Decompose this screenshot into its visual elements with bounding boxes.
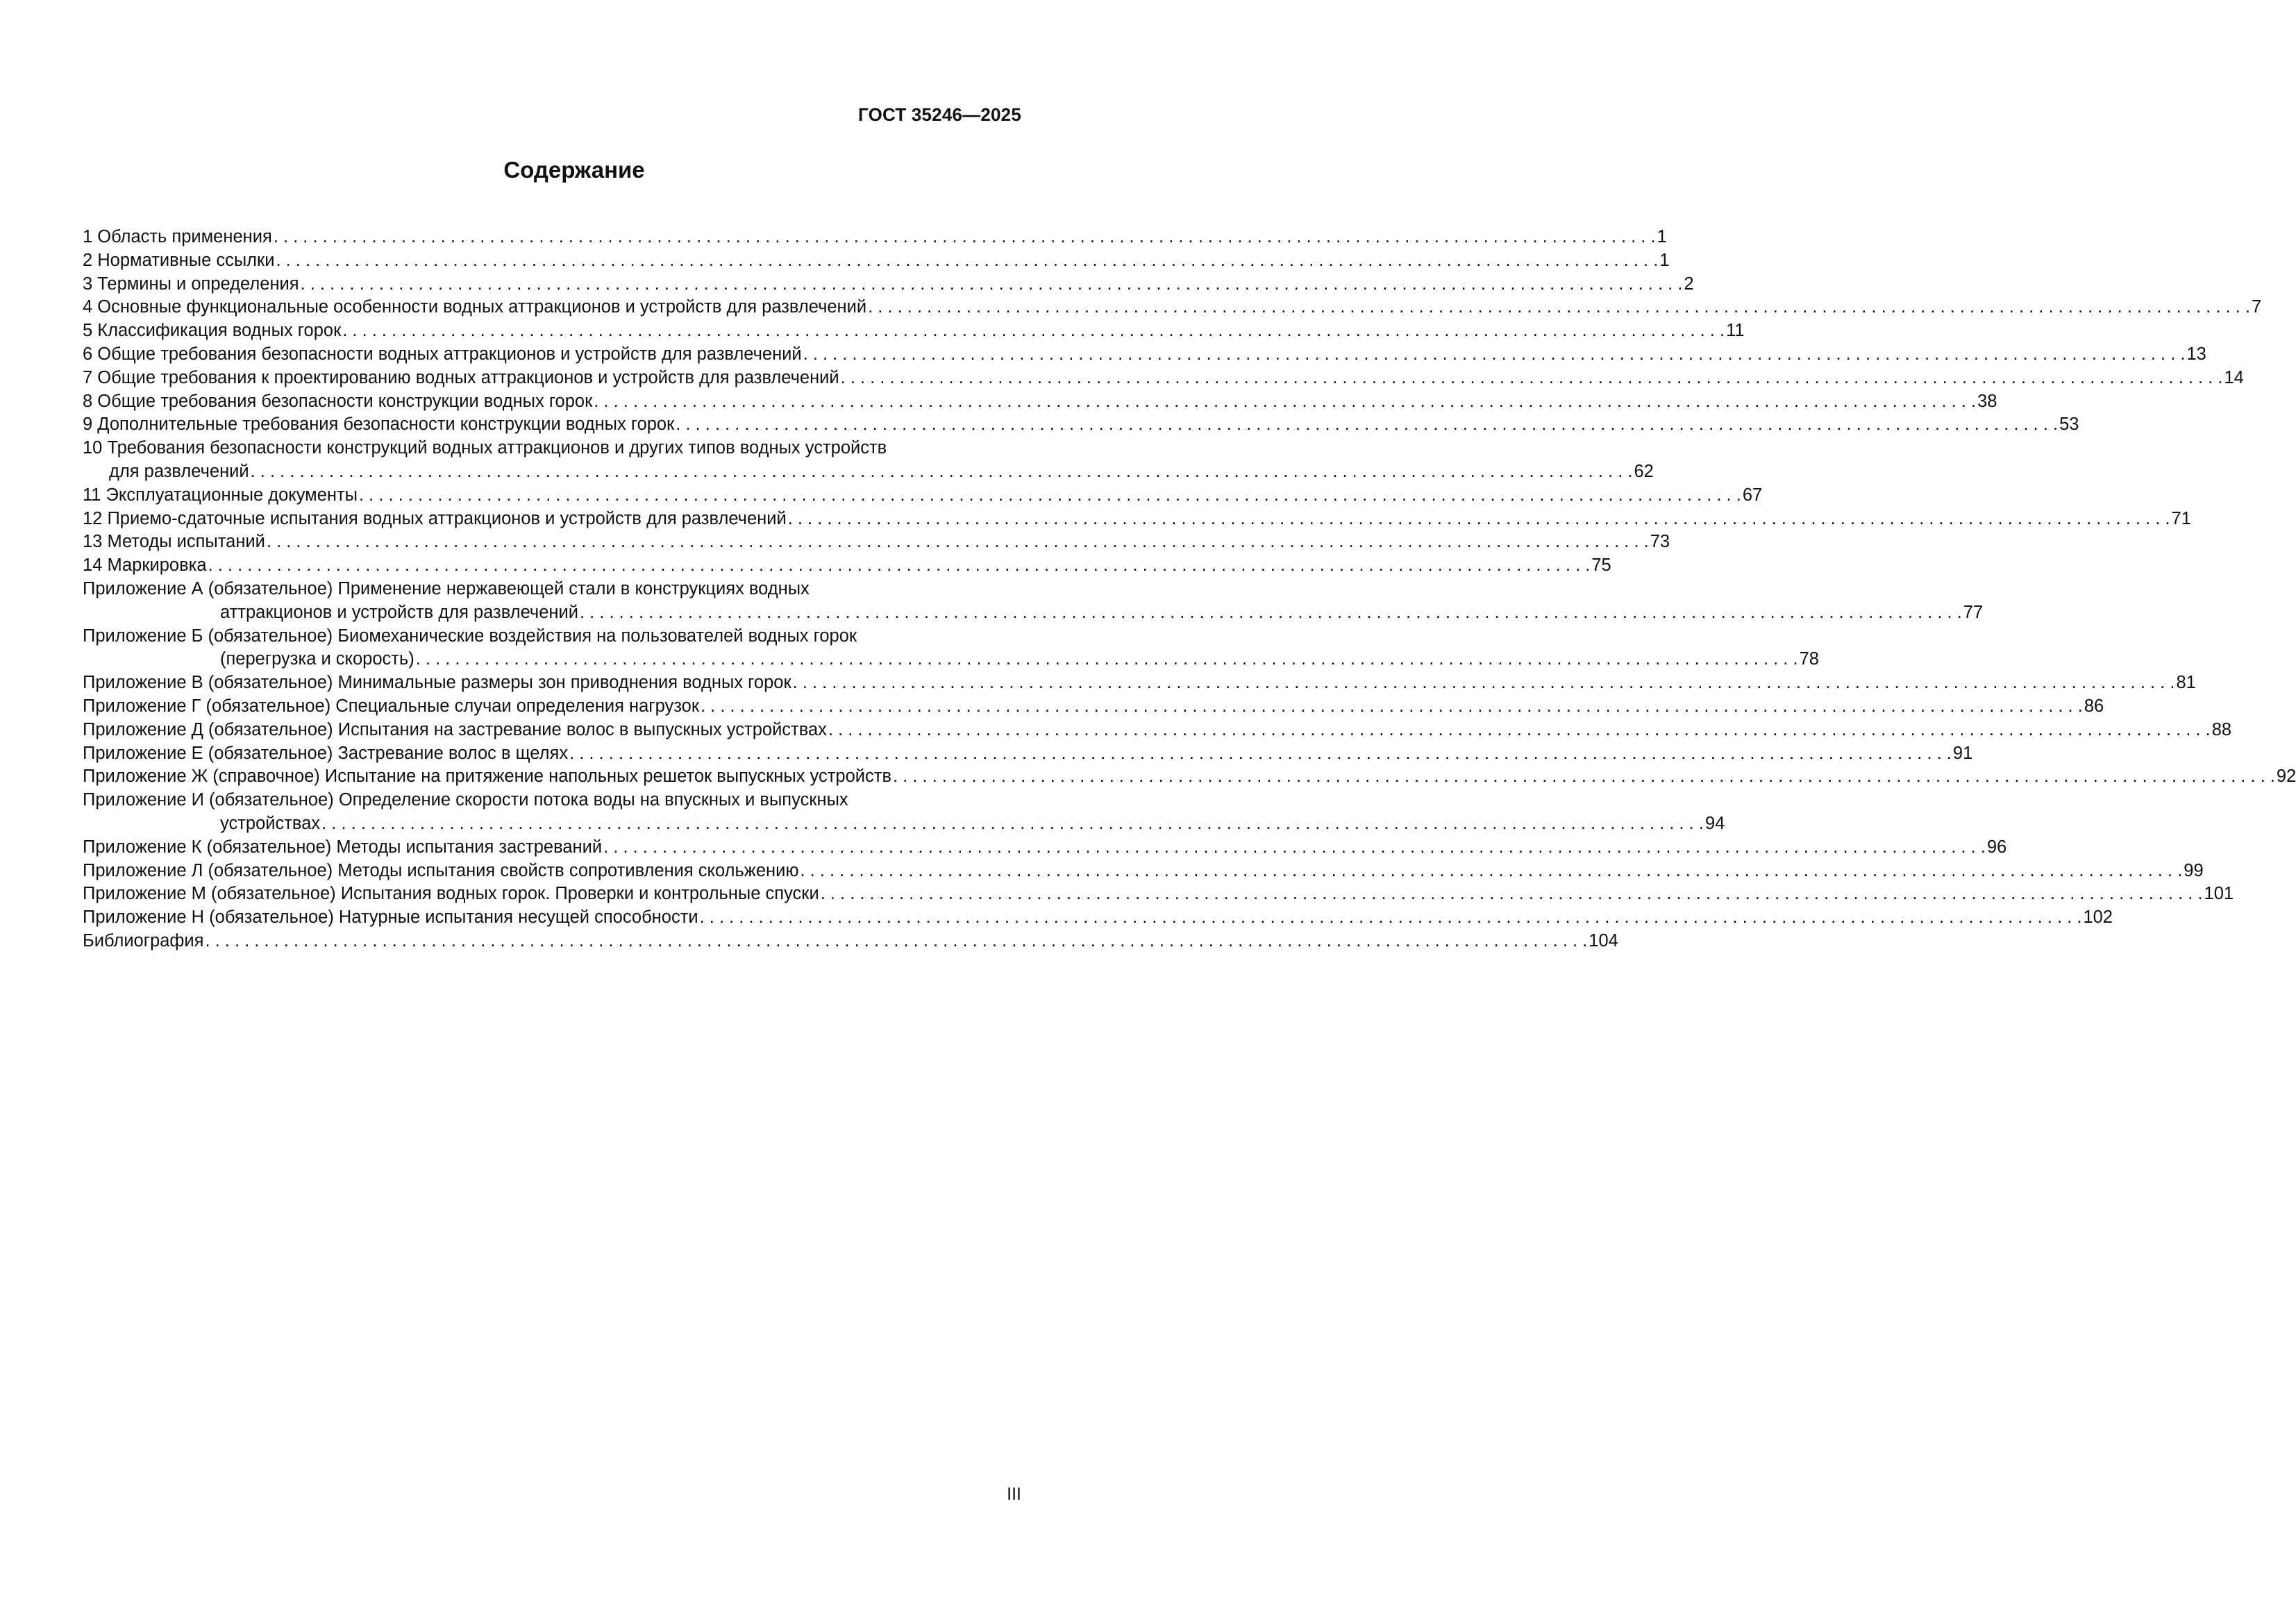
toc-entry[interactable] [83, 413, 2079, 437]
toc-entry[interactable] [83, 789, 1725, 836]
toc-entry[interactable] [83, 578, 1984, 625]
toc-page-number: 101 [2204, 884, 2234, 904]
page-title: Содержание [503, 157, 645, 183]
toc-entry-text: Приложение Г (обязательное) Специальные случаи определения нагрузок [83, 696, 699, 716]
toc-page-number: 1 [1659, 250, 1670, 270]
toc-page-number: 67 [1742, 485, 1763, 505]
toc-page-number: 13 [2186, 344, 2206, 364]
dot-leader [267, 530, 1649, 554]
toc-entry-text: 8 Общие требования безопасности конструкции водных горок [83, 391, 593, 411]
toc-page-number: 53 [2059, 415, 2079, 435]
dot-leader [276, 249, 1658, 273]
toc-entry-text: 6 Общие требования безопасности водных аттракционов и устройств для развлечений [83, 344, 802, 364]
toc-entry-text: Приложение В (обязательное) Минимальные размеры зон приводнения водных горок [83, 673, 791, 693]
toc-entry-text: Приложение Б (обязательное) Биомеханические воздействия на пользователей водных горок [83, 626, 857, 646]
toc-entry-text: Приложение И (обязательное) Определение скорости потока воды на впускных и выпускных [83, 790, 848, 810]
toc-page-number: 38 [1977, 391, 1997, 411]
dot-leader [251, 460, 1633, 484]
toc-entry-text: устройствах [220, 813, 321, 833]
toc-page-number: 77 [1963, 602, 1984, 622]
toc-page-number: 1 [1657, 227, 1667, 246]
toc-entry[interactable] [83, 554, 1611, 578]
dot-leader [803, 343, 2186, 367]
toc-page-number: 91 [1952, 743, 1973, 763]
toc-entry[interactable] [83, 860, 2204, 883]
toc-entry[interactable] [83, 836, 2007, 860]
toc-page-number: 11 [1726, 321, 1745, 341]
toc-entry[interactable] [83, 719, 2232, 742]
toc-entry-text: Библиография [83, 930, 204, 951]
toc-entry[interactable] [83, 930, 1618, 953]
toc-entry-text: 14 Маркировка [83, 555, 207, 576]
toc-page-number: 78 [1799, 649, 1819, 669]
dot-leader [205, 930, 1587, 953]
toc-page-number: 92 [2276, 767, 2296, 787]
toc-page-number: 7 [2251, 297, 2262, 317]
toc-entry-text: 9 Дополнительные требования безопасности конструкции водных горок [83, 415, 675, 435]
toc-page-number: 86 [2084, 696, 2104, 716]
toc-entry-text: Приложение К (обязательное) Методы испытания застреваний [83, 837, 603, 857]
toc-page-number: 81 [2176, 673, 2196, 693]
toc-entry-text: Приложение Н (обязательное) Натурные испытания несущей способности [83, 907, 698, 928]
toc-entry-text: Приложение Д (обязательное) Испытания на застревание волос в выпускных устройствах [83, 719, 827, 739]
toc-entry[interactable] [83, 530, 1670, 554]
toc-entry[interactable] [83, 484, 1763, 508]
dot-leader [828, 719, 2211, 742]
toc-entry[interactable] [83, 390, 1997, 414]
toc-entry-text: 5 Классификация водных горок [83, 321, 342, 341]
dot-leader [788, 508, 2170, 531]
dot-leader [821, 882, 2203, 906]
toc-entry-text: Приложение Л (обязательное) Методы испытания свойств сопротивления скольжению [83, 860, 799, 880]
toc-entry[interactable] [83, 226, 1667, 249]
toc-entry[interactable] [83, 882, 2234, 906]
dot-leader [700, 906, 2082, 930]
toc-entry-text: Приложение А (обязательное) Применение нержавеющей стали в конструкциях водных [83, 578, 810, 598]
toc-page-number: 102 [2083, 907, 2113, 928]
toc-entry-text: 10 Требования безопасности конструкций водных аттракционов и других типов водных устройств [83, 438, 887, 458]
toc-entry-text: Приложение М (обязательное) Испытания водных горок. Проверки и контрольные спуски [83, 884, 819, 904]
toc-entry[interactable] [83, 367, 2244, 390]
toc-entry[interactable] [83, 249, 1670, 273]
dot-leader [701, 695, 2083, 719]
toc-entry-text: (перегрузка и скорость) [220, 649, 414, 669]
toc-entry[interactable] [83, 508, 2191, 531]
dot-leader [793, 671, 2175, 695]
dot-leader [893, 765, 2275, 789]
toc-page-number: 88 [2211, 719, 2232, 739]
toc-entry[interactable] [83, 437, 1654, 484]
toc-entry[interactable] [83, 296, 2262, 319]
toc-entry-text: 2 Нормативные ссылки [83, 250, 275, 270]
dot-leader [301, 273, 1683, 296]
toc-page-number: 2 [1684, 274, 1694, 294]
toc-entry[interactable] [83, 695, 2104, 719]
toc-entry-text: 12 Приемо-сдаточные испытания водных аттракционов и устройств для развлечений [83, 508, 787, 528]
dot-leader [800, 860, 2182, 883]
toc-page-number: 73 [1650, 532, 1670, 552]
toc-entry-text: Приложение Е (обязательное) Застревание волос в щелях [83, 743, 569, 763]
dot-leader [569, 742, 1952, 766]
dot-leader [594, 390, 1976, 414]
table-of-contents [83, 226, 2296, 953]
dot-leader [342, 319, 1725, 343]
dot-leader [416, 648, 1798, 671]
toc-entry-text: 13 Методы испытаний [83, 532, 265, 552]
toc-entry-text: 11 Эксплуатационные документы [83, 485, 358, 505]
toc-entry-text: аттракционов и устройств для развлечений [220, 602, 578, 622]
toc-page-number: 94 [1704, 813, 1725, 833]
toc-entry-text: 3 Термины и определения [83, 274, 299, 294]
toc-page-number: 96 [1986, 837, 2007, 857]
dot-leader [676, 413, 2058, 437]
toc-entry[interactable] [83, 625, 1819, 672]
toc-page-number: 71 [2171, 508, 2191, 528]
dot-leader [274, 226, 1656, 249]
toc-page-number: 104 [1589, 930, 1618, 951]
toc-entry[interactable] [83, 906, 2113, 930]
toc-entry[interactable] [83, 765, 2296, 789]
dot-leader [841, 367, 2223, 390]
dot-leader [321, 812, 1704, 836]
toc-entry[interactable] [83, 742, 1973, 766]
toc-page-number: 75 [1591, 555, 1611, 576]
toc-entry[interactable] [83, 273, 1694, 296]
toc-entry-text: для развлечений [109, 461, 249, 481]
dot-leader [208, 554, 1591, 578]
page-number: III [1007, 1484, 1021, 1504]
toc-entry-text: Приложение Ж (справочное) Испытание на притяжение напольных решеток выпускных устройств [83, 767, 892, 787]
dot-leader [603, 836, 1986, 860]
toc-page-number: 99 [2184, 860, 2204, 880]
toc-page-number: 14 [2224, 367, 2244, 387]
dot-leader [580, 601, 1962, 625]
toc-entry[interactable] [83, 319, 1745, 343]
toc-entry-text: 4 Основные функциональные особенности водных аттракционов и устройств для развлечений [83, 297, 867, 317]
document-code: ГОСТ 35246—2025 [858, 104, 1021, 125]
dot-leader [868, 296, 2250, 319]
dot-leader [359, 484, 1741, 508]
toc-entry[interactable] [83, 343, 2206, 367]
toc-entry-text: 1 Область применения [83, 227, 272, 246]
toc-entry[interactable] [83, 671, 2196, 695]
toc-page-number: 62 [1634, 461, 1654, 481]
toc-entry-text: 7 Общие требования к проектированию водных аттракционов и устройств для развлечений [83, 367, 839, 387]
